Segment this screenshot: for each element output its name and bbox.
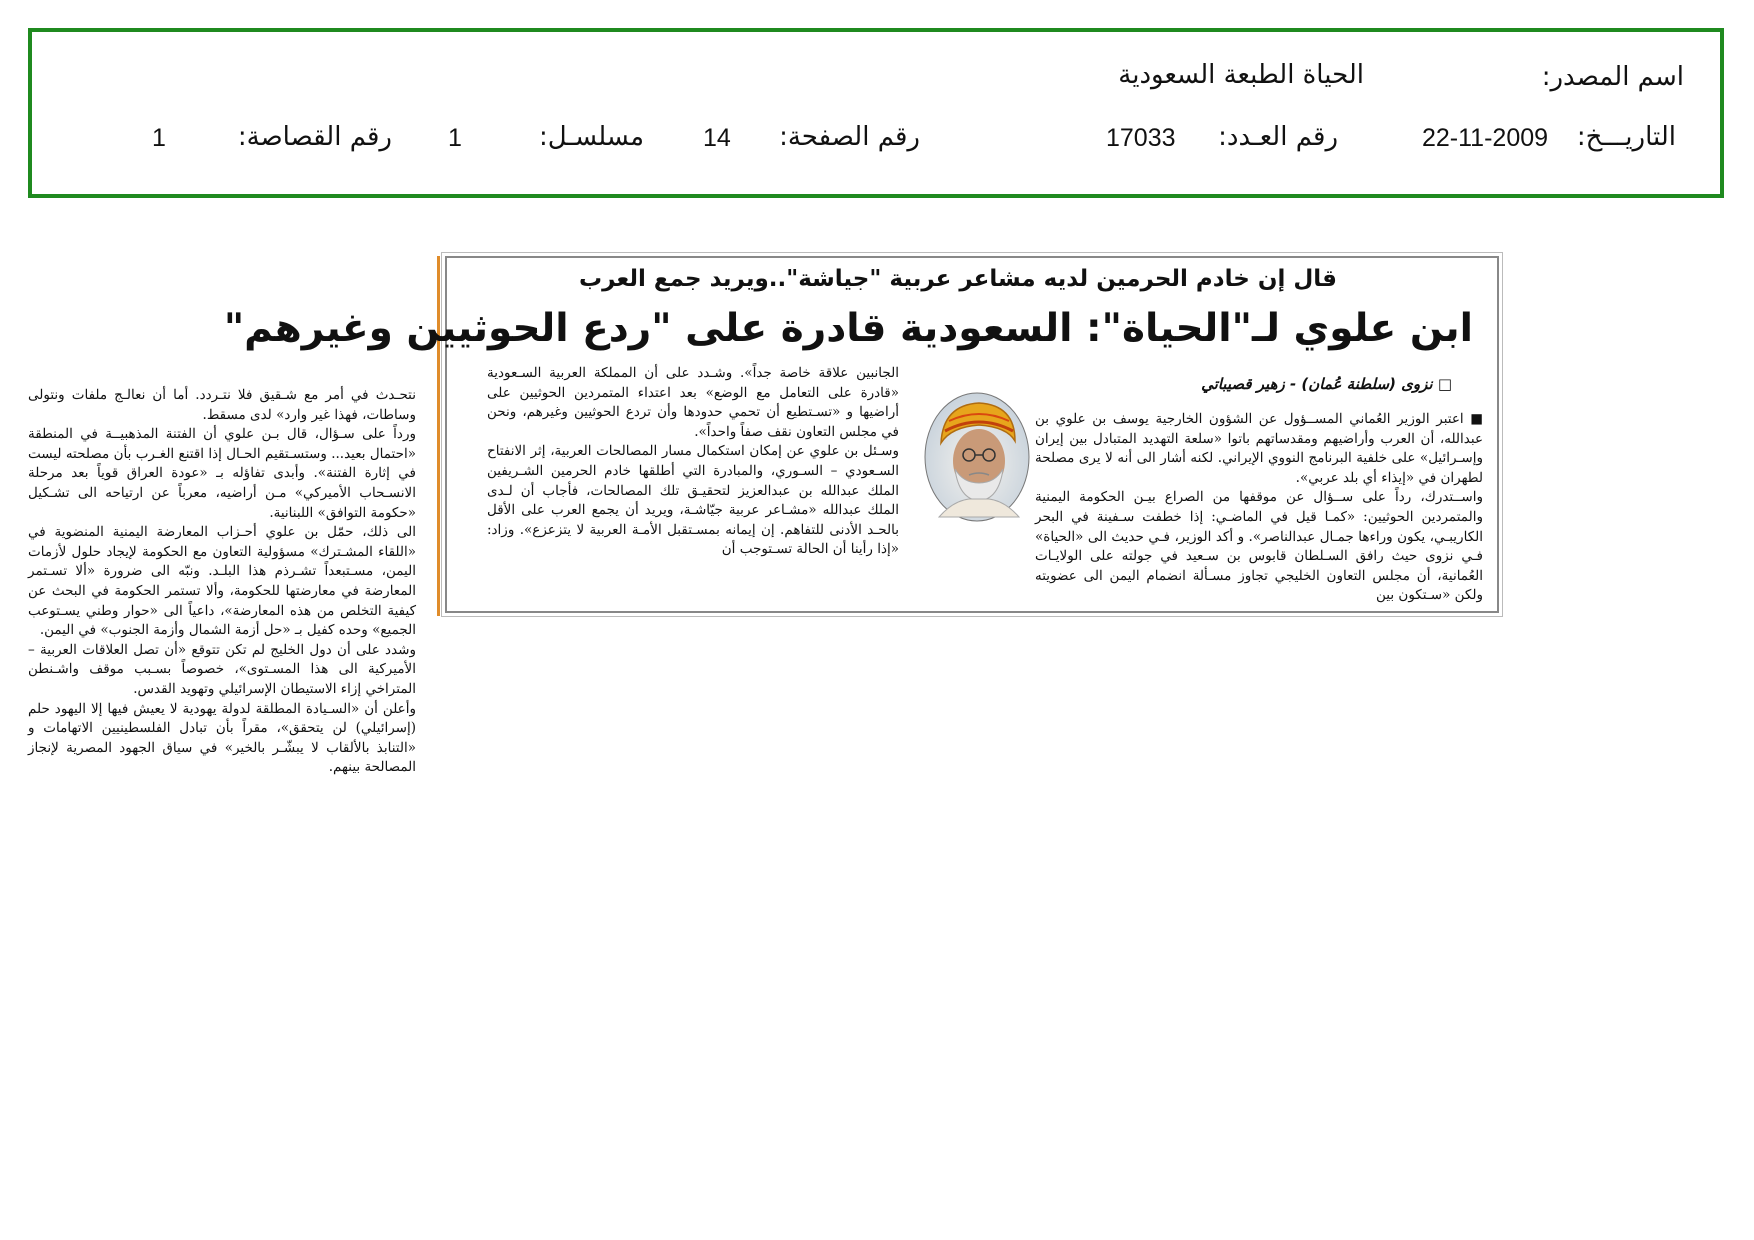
source-value: الحياة الطبعة السعودية: [1118, 60, 1364, 90]
paragraph: ■ اعتبر الوزير العُماني المســؤول عن الشؤون الخارجية يوسف بن علوي بن عبدالله، أن العرب وأراضيهم ومقدساتهم باتوا «سلعة التهديد المتبادل بين إيران وإسـرائيل» على خلفية البرنامج النووي الإيراني. لكنه أشار الى أنه لا يرى مصلحة لطهران في «إيذاء أي بلد عربي».: [1035, 411, 1483, 486]
paragraph: وسـئل بن علوي عن إمكان استكمال مسار المصالحات العربية، إثر الانفتاح السـعودي – السـوري، والمبادرة التي أطلقها خادم الحرمين الشـريفين الملك عبدالله بن عبدالعزيز لتحقيـق تلك المصالحات، فأجاب أن لـدى الملك عبدالله «مشـاعر عربية جيّاشـة، ويريد أن يجمع العرب على الأقل بالحـد الأدنى للتفاهم. إن إيمانه بمسـتقبل الأمـة العربية لا يتزعزع». وزاد: «إذا رأينا أن الحالة تسـتوجب أن: [487, 443, 899, 558]
paragraph: الجانبين علاقة خاصة جداً». وشـدد على أن المملكة العربية السـعودية «قادرة على التعامل مع الوضع» بعد اعتداء المتمردين الحوثيين على أراضيها و «تسـتطيع أن تحمي حدودها وأن تردع الحوثيين وغيرهم، ونحن في مجلس التعاون نقف صفاً واحداً».: [487, 365, 899, 440]
article-column-right: [1035, 410, 1483, 606]
paragraph: وشدد على أن دول الخليج لم تكن تتوقع «أن تصل العلاقات العربية – الأميركية الى هذا المسـتوى»، خصوصاً بسـبب موقف واشـنطن المتراخي إزاء الاستيطان الإسرائيلي وتهويد القدس.: [28, 641, 416, 697]
page-value: 14: [703, 124, 731, 152]
paragraph: واســتدرك، رداً على ســؤال عن موقفها من الصراع بيـن الحكومة اليمنية والمتمردين الحوثيين: «كمـا قيل في الماضـي: إذا خطفت سـفينة في البحر الكاريبـي، يكون وراءها جمـال عبدالناصر». و أكد الوزير، فـي حديث الى «الحياة» فـي نزوى حيث رافق السـلطان قابوس بن سـعيد في جولته على الولايـات العُمانية، أن مجلس التعاون الخليجي تجاوز مسـألة انضمام اليمن الى عضويته ولكن «سـتكون بين: [1035, 489, 1483, 604]
article-byline: □ نزوى (سلطنة عُمان) - زهير قصيباتي: [1201, 375, 1452, 393]
article-headline: ابن علوي لـ"الحياة": السعودية قادرة على "ردع الحوثيين وغيرهم": [223, 306, 1473, 351]
serial-value: 1: [448, 124, 462, 152]
paragraph: ورداً على سـؤال، قال بـن علوي أن الفتنة المذهبيــة في المنطقة «احتمال بعيد... وستسـتقيم الحـال إذا اقتنع الغـرب بأن مصلحته ليست في إثارة الفتنة». وأبدى تفاؤله بـ «عودة العراق قوياً بعد مرحلة الانسـحاب الأميركي» مـن أراضيه، معرباً عن ارتياحه الى تشـكيل «حكومة التوافق» اللبنانية.: [28, 426, 416, 521]
paragraph: نتحـدث في أمر مع شـقيق فلا نتـردد. أما أن نعالـج ملفات ونتولى وساطات، فهذا غير وارد» لدى مسقط.: [28, 387, 416, 423]
article-column-left: [487, 364, 899, 560]
article-continuation-column: [28, 386, 416, 778]
clip-number-value: 1: [152, 124, 166, 152]
article-box: [223, 256, 1499, 613]
issue-label: رقم العـدد:: [1218, 122, 1338, 152]
date-label: التاريـــخ:: [1576, 122, 1676, 152]
serial-label: مسلسـل:: [539, 122, 644, 152]
source-label: اسم المصدر:: [1541, 62, 1684, 92]
date-value: 22-11-2009: [1422, 124, 1549, 152]
clip-number-label: رقم القصاصة:: [237, 122, 392, 152]
issue-value: 17033: [1106, 124, 1176, 152]
clipping-header: [28, 28, 1724, 198]
article-kicker: قال إن خادم الحرمين لديه مشاعر عربية "جياشة"..ويريد جمع العرب: [578, 266, 1337, 292]
paragraph: الى ذلك، حمّل بن علوي أحـزاب المعارضة اليمنية المنضوية في «اللقاء المشـترك» مسؤولية التعاون مع الحكومة لإيجاد حلول لأزمات اليمن، مسـتبعداً تشـرذم هذا البلـد. ونبّه الى ضرورة «ألا تسـتمر المعارضة في معارضتها للحكومة، وألا تستمر الحكومة في البحث عن كيفية التخلص من هذه المعارضة»، داعياً الى «حوار وطني يسـتوعب الجميع» وحده كفيل بـ «حل أزمة الشمال وأزمة الجنوب» في اليمن.: [28, 524, 416, 639]
page-label: رقم الصفحة:: [779, 122, 920, 152]
portrait-photo: [923, 391, 1031, 523]
paragraph: وأعلن أن «السـيادة المطلقة لدولة يهودية لا يعيش فيها إلا اليهود حلم (إسرائيلي) لن يتحقق»، مقراً بأن تبادل الفلسطينيين الاتهامات و «التنابذ بالألقاب لا يبشّـر بالخير» في سياق الجهود المصرية لإنجاز المصالحة بينهم.: [28, 700, 416, 776]
